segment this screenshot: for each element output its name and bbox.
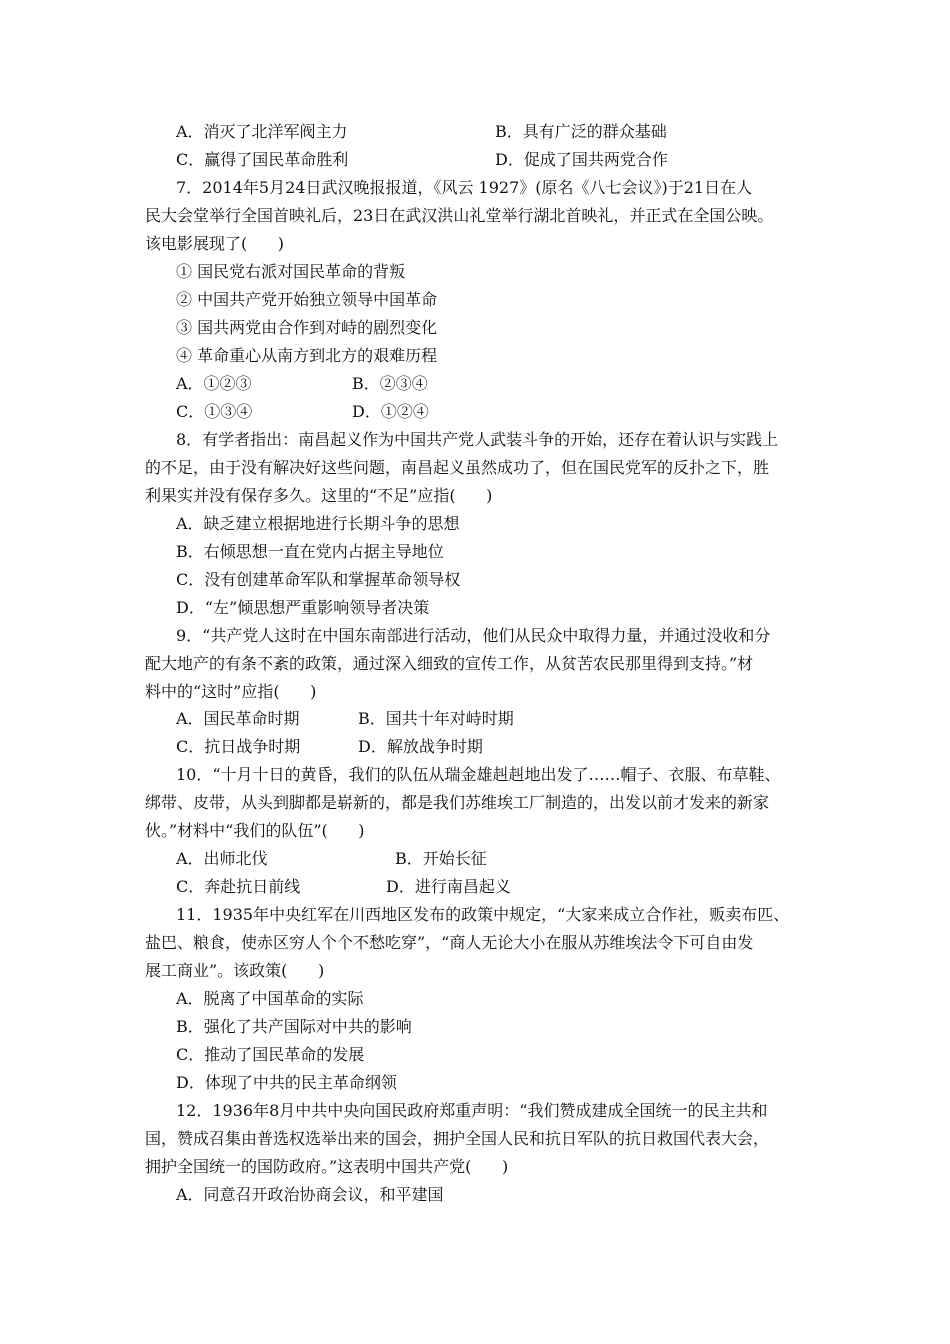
q7-stem-line2: 民大会堂举行全国首映礼后，23日在武汉洪山礼堂举行湖北首映礼，并正式在全国公映。 (145, 206, 774, 225)
q11-stem-line2: 盐巴、粮食，使赤区穷人个个不愁吃穿”，“商人无论大小在服从苏维埃法令下可自由发 (145, 933, 754, 952)
q11-option-a: A．脱离了中国革命的实际 (176, 989, 364, 1008)
q8-option-a: A．缺乏建立根据地进行长期斗争的思想 (176, 514, 460, 533)
q9-option-b: B．国共十年对峙时期 (358, 709, 514, 728)
q11-stem-line3: 展工商业”。该政策( ) (145, 961, 325, 980)
q11-option-b: B．强化了共产国际对中共的影响 (176, 1017, 412, 1036)
q7-item-3: ③ 国共两党由合作到对峙的剧烈变化 (176, 318, 438, 337)
q11-stem-line1: 11．1935年中央红军在川西地区发布的政策中规定，“大家来成立合作社，贩卖布匹、 (176, 905, 790, 924)
q9-option-c: C．抗日战争时期 (176, 737, 301, 756)
q6-option-b: B．具有广泛的群众基础 (495, 122, 667, 141)
q10-stem-line1: 10．“十月十日的黄昏，我们的队伍从瑞金雄赳赳地出发了……帽子、衣服、布草鞋、 (176, 765, 781, 784)
q9-stem-line3: 料中的“这时”应指( ) (145, 682, 317, 701)
q6-option-a: A．消灭了北洋军阀主力 (176, 122, 348, 141)
q8-option-c: C．没有创建革命军队和掌握革命领导权 (176, 570, 461, 589)
q12-stem-line1: 12．1936年8月中共中央向国民政府郑重声明：“我们赞成建成全国统一的民主共和 (176, 1101, 768, 1120)
q10-stem-line2: 绑带、皮带，从头到脚都是崭新的，都是我们苏维埃工厂制造的，出发以前才发来的新家 (145, 793, 770, 812)
q10-option-a: A．出师北伐 (176, 849, 268, 868)
q10-option-b: B．开始长征 (395, 849, 487, 868)
q10-option-c: C．奔赴抗日前线 (176, 877, 301, 896)
q8-stem-line3: 利果实并没有保存多久。这里的“不足”应指( ) (145, 486, 493, 505)
q7-item-2: ② 中国共产党开始独立领导中国革命 (176, 290, 438, 309)
q6-option-d: D．促成了国共两党合作 (495, 150, 668, 169)
q8-stem-line1: 8．有学者指出：南昌起义作为中国共产党人武装斗争的开始，还存在着认识与实践上 (176, 430, 779, 449)
q9-stem-line1: 9．“共产党人这时在中国东南部进行活动，他们从民众中取得力量，并通过没收和分 (176, 626, 771, 645)
q10-option-d: D．进行南昌起义 (386, 877, 511, 896)
q6-option-c: C．赢得了国民革命胜利 (176, 150, 349, 169)
q7-option-d: D．①②④ (352, 402, 429, 421)
q9-option-d: D．解放战争时期 (358, 737, 483, 756)
q7-item-1: ① 国民党右派对国民革命的背叛 (176, 262, 406, 281)
q7-option-a: A．①②③ (176, 374, 252, 393)
q7-item-4: ④ 革命重心从南方到北方的艰难历程 (176, 346, 438, 365)
q12-stem-line2: 国，赞成召集由普选权选举出来的国会，拥护全国人民和抗日军队的抗日救国代表大会， (145, 1129, 770, 1148)
q12-stem-line3: 拥护全国统一的国防政府。”这表明中国共产党( ) (145, 1157, 509, 1176)
q12-option-a: A．同意召开政治协商会议，和平建国 (176, 1185, 444, 1204)
q7-option-c: C．①③④ (176, 402, 253, 421)
q7-stem-line1: 7．2014年5月24日武汉晚报报道，《风云 1927》(原名《八七会议》)于21日在人 (176, 178, 753, 197)
q7-option-b: B．②③④ (352, 374, 428, 393)
q8-option-b: B．右倾思想一直在党内占据主导地位 (176, 542, 444, 561)
q7-stem-line3: 该电影展现了( ) (145, 234, 285, 253)
q8-option-d: D．“左”倾思想严重影响领导者决策 (176, 598, 430, 617)
q10-stem-line3: 伙。”材料中“我们的队伍”( ) (145, 821, 365, 840)
q9-stem-line2: 配大地产的有条不紊的政策，通过深入细致的宣传工作，从贫苦农民那里得到支持。”材 (145, 654, 754, 673)
q11-option-d: D．体现了中共的民主革命纲领 (176, 1073, 397, 1092)
q9-option-a: A．国民革命时期 (176, 709, 300, 728)
q8-stem-line2: 的不足，由于没有解决好这些问题，南昌起义虽然成功了，但在国民党军的反扑之下，胜 (145, 458, 770, 477)
q11-option-c: C．推动了国民革命的发展 (176, 1045, 365, 1064)
